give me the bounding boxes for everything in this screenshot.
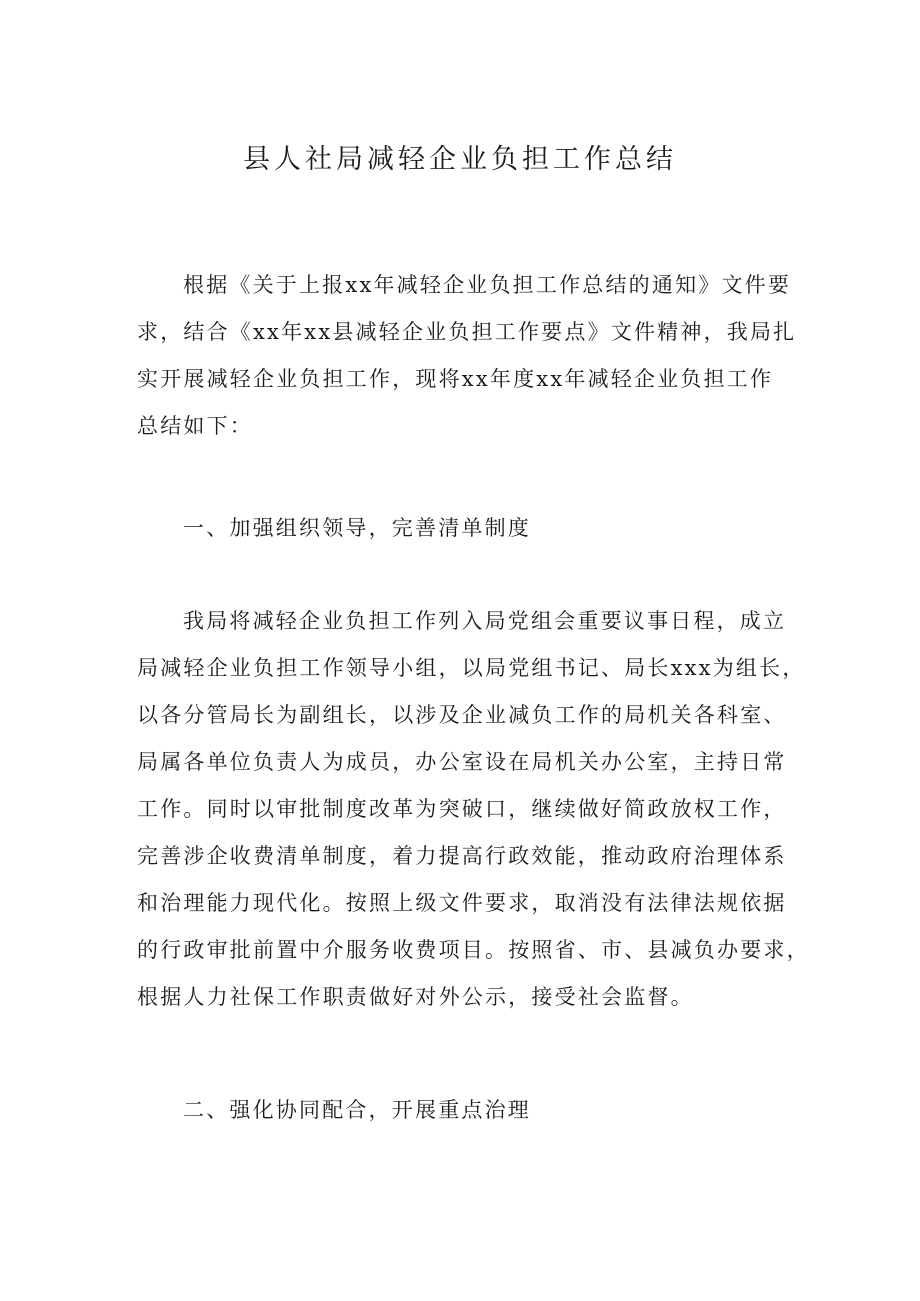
section-one-line: 以各分管局长为副组长，以涉及企业减负工作的局机关各科室、: [137, 703, 787, 727]
document-title: 县人社局减轻企业负担工作总结: [243, 144, 677, 175]
section-one-line: 局减轻企业负担工作领导小组，以局党组书记、局长xxx为组长，: [137, 656, 806, 680]
intro-line: 根据《关于上报xx年减轻企业负担工作总结的通知》文件要: [183, 273, 792, 297]
section-one-paragraph: [137, 598, 810, 1021]
intro-line: 实开展减轻企业负担工作，现将xx年度xx年减轻企业负担工作: [137, 367, 774, 391]
intro-paragraph: [137, 262, 797, 450]
section-one-line: 我局将减轻企业负担工作列入局党组会重要议事日程，成立: [183, 609, 787, 633]
section-one-line: 完善涉企收费清单制度，着力提高行政效能，推动政府治理体系: [137, 844, 787, 868]
section-one-line: 工作。同时以审批制度改革为突破口，继续做好简政放权工作，: [137, 797, 787, 821]
intro-line: 总结如下：: [137, 414, 253, 438]
intro-line: 求，结合《xx年xx县减轻企业负担工作要点》文件精神，我局扎: [137, 320, 797, 344]
section-two-heading: 二、强化协同配合，开展重点治理: [183, 1098, 531, 1122]
section-one-line: 和治理能力现代化。按照上级文件要求，取消没有法律法规依据: [137, 891, 787, 915]
section-one-line: 的行政审批前置中介服务收费项目。按照省、市、县减负办要求，: [137, 938, 810, 962]
section-one-heading: 一、加强组织领导，完善清单制度: [183, 516, 531, 540]
section-one-line: 局属各单位负责人为成员，办公室设在局机关办公室，主持日常: [137, 750, 787, 774]
section-one-line: 根据人力社保工作职责做好对外公示，接受社会监督。: [137, 985, 694, 1009]
